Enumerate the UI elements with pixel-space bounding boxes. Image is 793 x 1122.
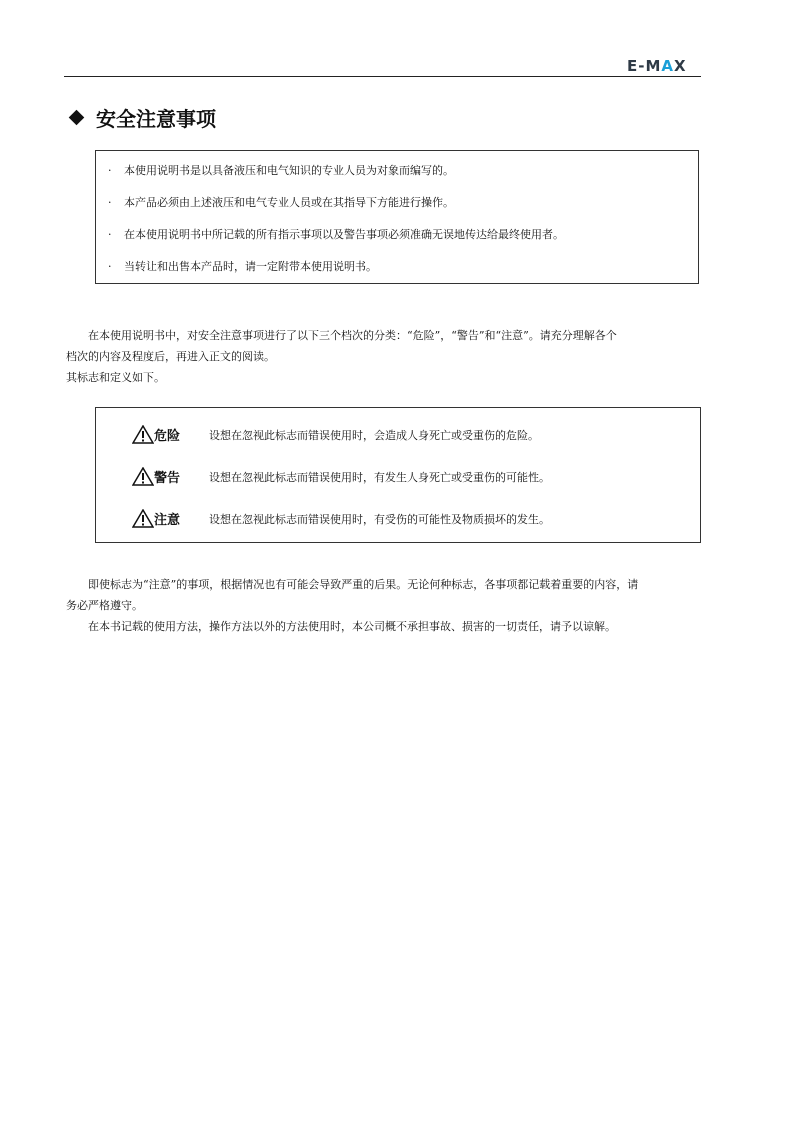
list-item: · 在本使用说明书中所记载的所有指示事项以及警告事项必须准确无误地传达给最终使用者。	[108, 228, 564, 241]
warning-triangle-icon	[132, 509, 154, 528]
list-item: · 本使用说明书是以具备液压和电气知识的专业人员为对象而编写的。	[108, 164, 454, 177]
warning-levels-box	[95, 407, 701, 543]
caution-label: 注意	[154, 513, 181, 528]
warning-label: 警告	[154, 471, 181, 486]
page-title-text: 安全注意事项	[96, 107, 216, 131]
bullet-icon: ·	[108, 196, 112, 209]
intro-notice-box	[95, 150, 699, 284]
list-item: · 当转让和出售本产品时，请一定附带本使用说明书。	[108, 260, 377, 273]
bullet-icon: ·	[108, 260, 112, 273]
header-rule	[64, 76, 701, 77]
brand-logo: E-MAX	[627, 57, 687, 75]
notice-paragraph: 即使标志为“注意”的事项，根据情况也有可能会导致严重的后果。无论何种标志，各事项都记载着重要的内容，请 务必严格遵守。 在本书记载的使用方法，操作方法以外的方法使用时，本公司概不承担事故、损害的一切责任，请予以谅解。	[66, 578, 639, 633]
warning-row	[132, 467, 550, 486]
bullet-icon: ·	[108, 164, 112, 177]
caution-row	[132, 509, 550, 528]
page-title	[67, 103, 216, 132]
classification-paragraph: 在本使用说明书中，对安全注意事项进行了以下三个档次的分类：“危险”，“警告”和“注意”。请充分理解各个 档次的内容及程度后，再进入正文的阅读。 其标志和定义如下。	[66, 329, 617, 384]
danger-label: 危险	[154, 429, 181, 444]
warning-text: 设想在忽视此标志而错误使用时，有发生人身死亡或受重伤的可能性。	[209, 470, 550, 484]
list-item: · 本产品必须由上述液压和电气专业人员或在其指导下方能进行操作。	[108, 196, 454, 209]
diamond-bullet-icon	[69, 110, 85, 126]
warning-triangle-icon	[132, 425, 154, 444]
warning-triangle-icon	[132, 467, 154, 486]
bullet-icon: ·	[108, 228, 112, 241]
danger-text: 设想在忽视此标志而错误使用时，会造成人身死亡或受重伤的危险。	[209, 428, 539, 442]
danger-row	[132, 425, 539, 444]
caution-text: 设想在忽视此标志而错误使用时，有受伤的可能性及物质损坏的发生。	[209, 512, 550, 526]
